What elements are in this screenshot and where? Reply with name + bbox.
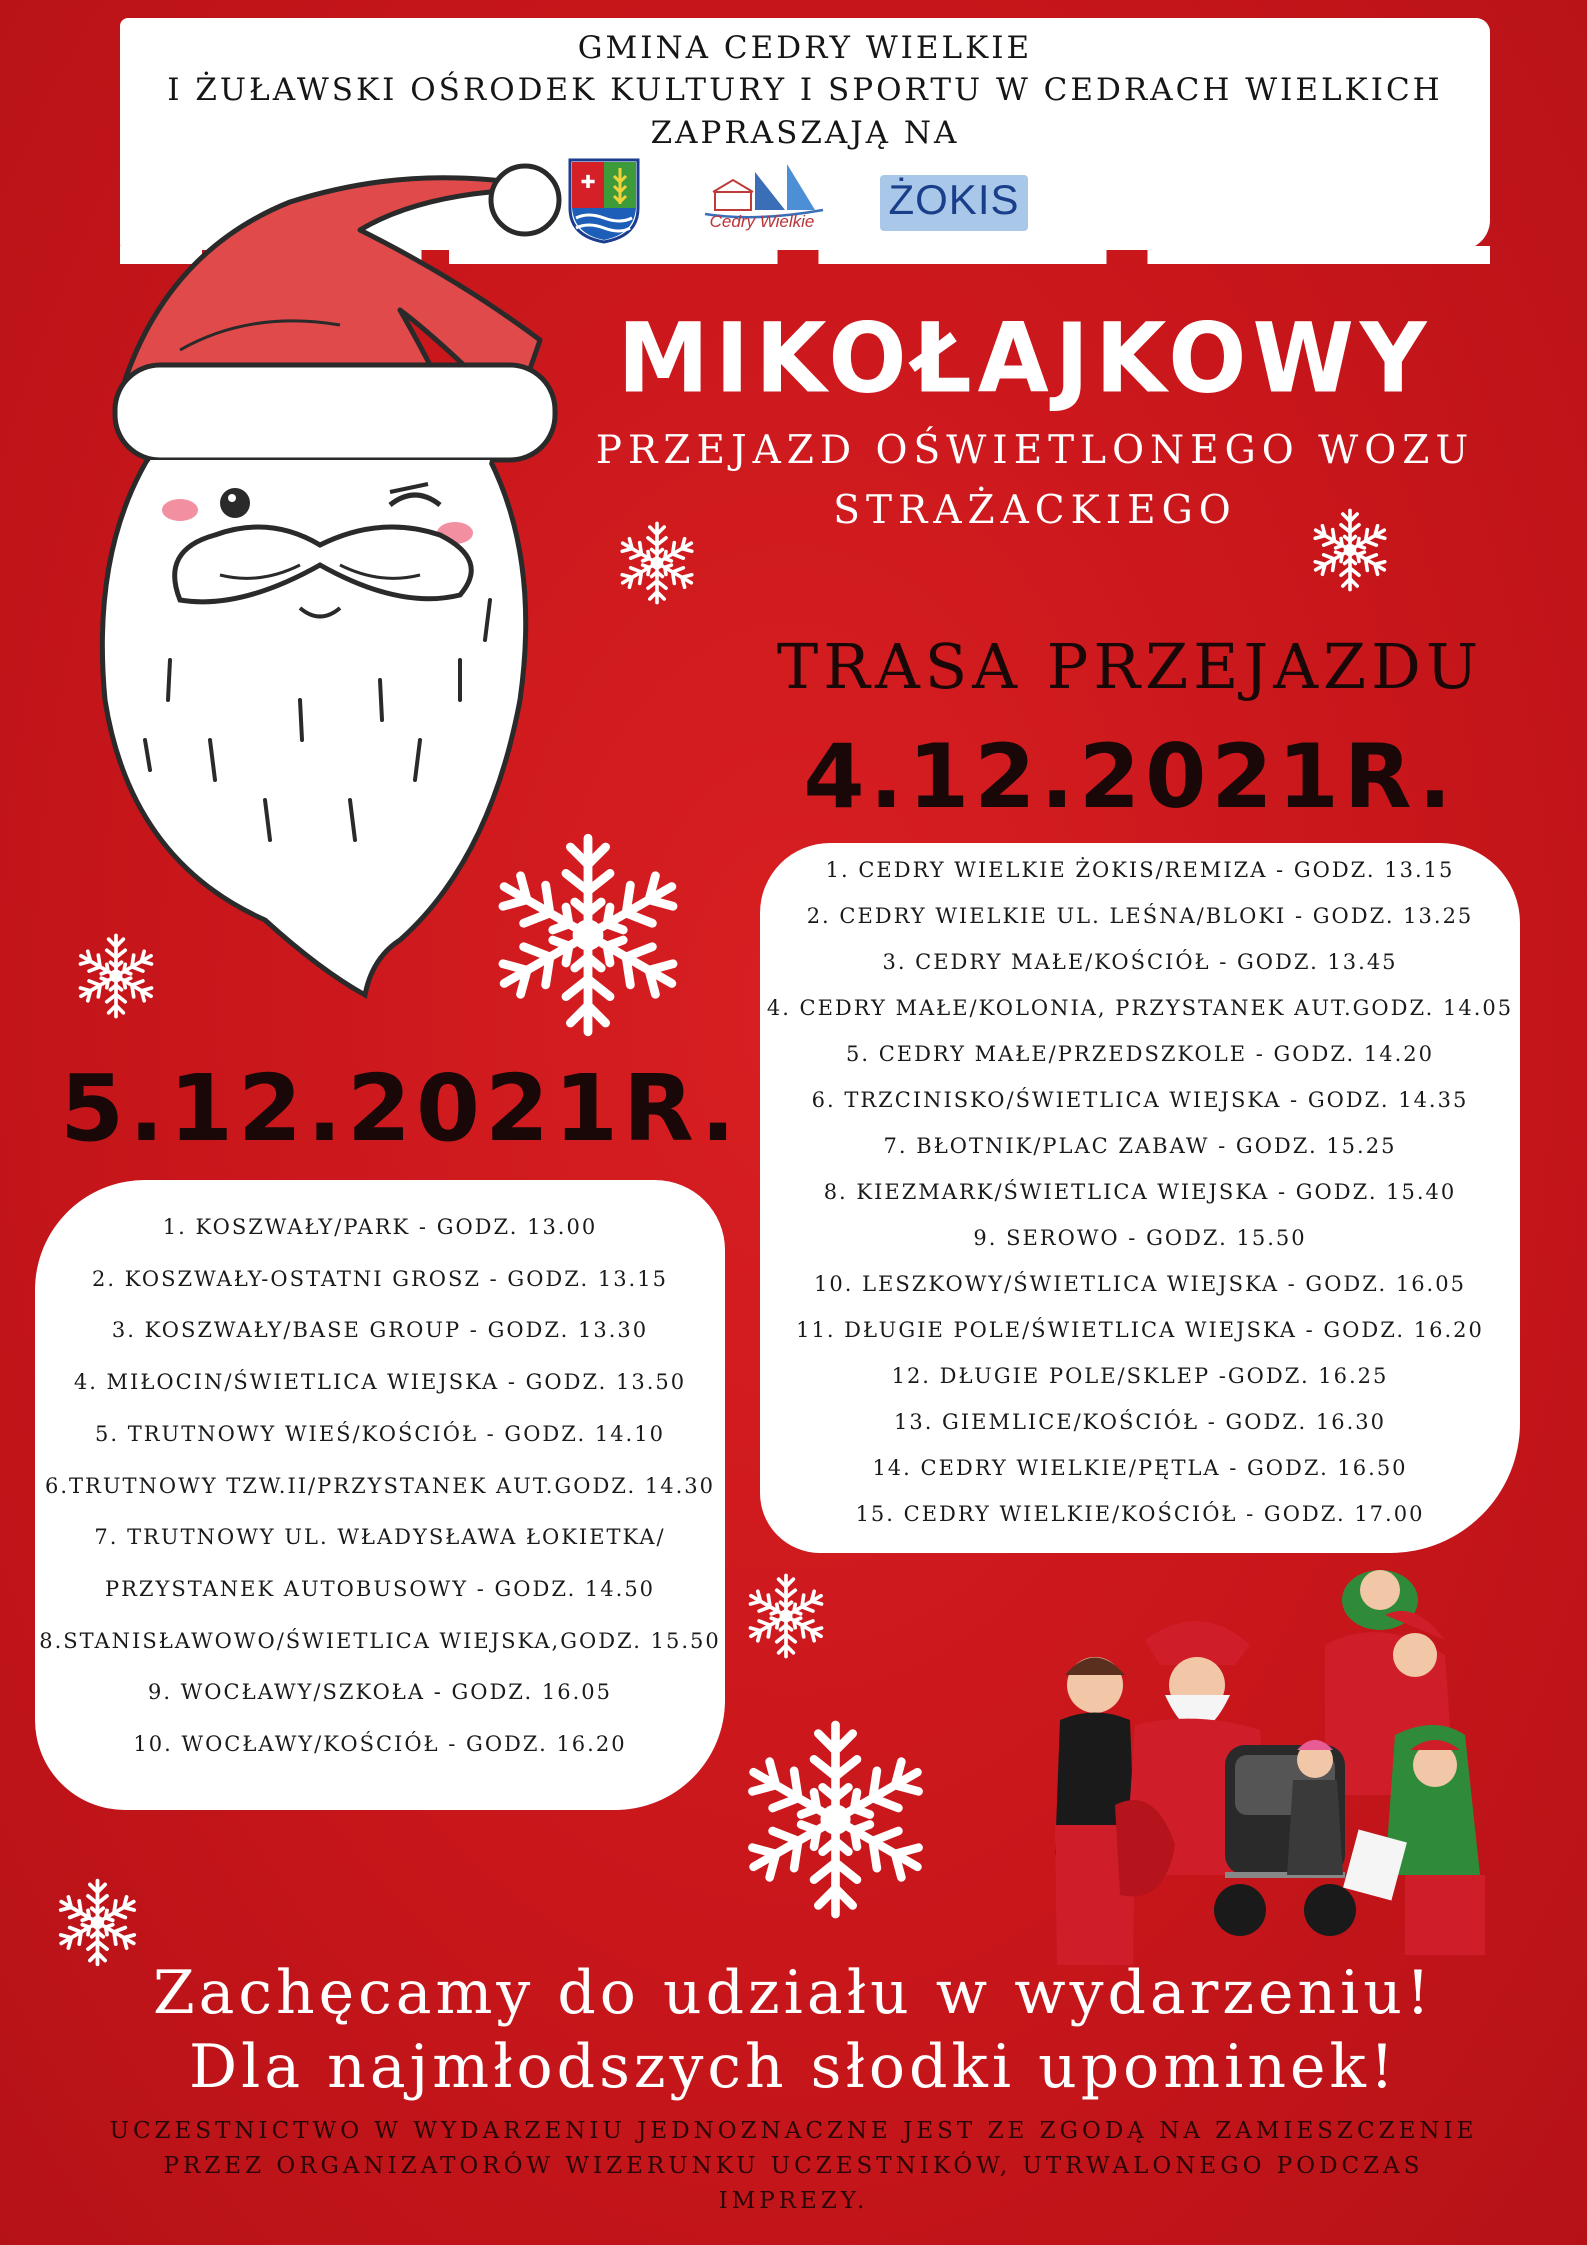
- schedule-stop: 13. GIEMLICE/KOŚCIÓŁ - GODZ. 16.30: [893, 1410, 1386, 1434]
- schedule-stop: 14. CEDRY WIELKIE/PĘTLA - GODZ. 16.50: [872, 1456, 1408, 1480]
- event-subtitle-line-2: STRAŻACKIEGO: [833, 488, 1237, 533]
- schedule-stop: 7. TRUTNOWY UL. WŁADYSŁAWA ŁOKIETKA/: [94, 1525, 666, 1550]
- schedule-stop: 12. DŁUGIE POLE/SKLEP -GODZ. 16.25: [891, 1364, 1389, 1388]
- schedule-stop: 8. KIEZMARK/ŚWIETLICA WIEJSKA - GODZ. 15.40: [823, 1180, 1457, 1204]
- svg-text:✚: ✚: [580, 172, 596, 193]
- date-dec-4: 4.12.2021R.: [803, 725, 1457, 828]
- snowflake-icon: [50, 1875, 145, 1970]
- date-dec-5: 5.12.2021R.: [60, 1055, 741, 1162]
- image-consent-disclaimer-line-2: PRZEZ ORGANIZATORÓW WIZERUNKU UCZESTNIKÓW, UTRWALONEGO PODCZAS: [163, 2153, 1424, 2179]
- schedule-stop: 2. KOSZWAŁY-OSTATNI GROSZ - GODZ. 13.15: [92, 1266, 668, 1291]
- snowflake-icon: [478, 825, 698, 1045]
- snowflake-icon: [612, 518, 702, 608]
- cedry-wielkie-logo-text: Cedry Wielkie: [709, 212, 815, 231]
- schedule-stop: 4. CEDRY MAŁE/KOLONIA, PRZYSTANEK AUT.GODZ. 14.05: [766, 996, 1514, 1020]
- schedule-stop: PRZYSTANEK AUTOBUSOWY - GODZ. 14.50: [104, 1576, 656, 1601]
- schedule-stop: 10. LESZKOWY/ŚWIETLICA WIEJSKA - GODZ. 16.05: [814, 1272, 1466, 1296]
- snowflake-icon: [1305, 505, 1395, 595]
- schedule-stop: 9. SEROWO - GODZ. 15.50: [973, 1226, 1307, 1250]
- schedule-stop: 5. TRUTNOWY WIEŚ/KOŚCIÓŁ - GODZ. 14.10: [95, 1421, 665, 1446]
- zokis-logo-text: ŻOKIS: [888, 176, 1020, 223]
- organizer-line-2: I ŻUŁAWSKI OŚRODEK KULTURY I SPORTU W CEDRACH WIELKICH: [167, 72, 1443, 108]
- schedule-stop: 2. CEDRY WIELKIE UL. LEŚNA/BLOKI - GODZ. 13.25: [806, 904, 1474, 928]
- schedule-stop: 8.STANISŁAWOWO/ŚWIETLICA WIEJSKA,GODZ. 15.50: [39, 1628, 721, 1653]
- schedule-stop: 1. KOSZWAŁY/PARK - GODZ. 13.00: [162, 1215, 598, 1239]
- event-title: MIKOŁAJKOWY: [617, 302, 1433, 415]
- schedule-stop: 4. MIŁOCIN/ŚWIETLICA WIEJSKA - GODZ. 13.50: [73, 1370, 687, 1395]
- event-subtitle-line-1: PRZEJAZD OŚWIETLONEGO WOZU: [595, 428, 1475, 473]
- snowflake-icon: [740, 1570, 832, 1662]
- snowflake-icon: [70, 930, 162, 1022]
- schedule-stop: 7. BŁOTNIK/PLAC ZABAW - GODZ. 15.25: [883, 1134, 1397, 1158]
- image-consent-disclaimer-line-3: IMPREZY.: [718, 2188, 869, 2214]
- organizer-line-3: ZAPRASZAJĄ NA: [650, 115, 960, 151]
- schedule-stop: 3. CEDRY MAŁE/KOŚCIÓŁ - GODZ. 13.45: [882, 950, 1398, 974]
- schedule-stop: 5. CEDRY MAŁE/PRZEDSZKOLE - GODZ. 14.20: [845, 1042, 1435, 1066]
- schedule-stop: 15. CEDRY WIELKIE/KOŚCIÓŁ - GODZ. 17.00: [855, 1502, 1425, 1526]
- schedule-stop: 9. WOCŁAWY/SZKOŁA - GODZ. 16.05: [148, 1680, 612, 1705]
- schedule-stop: 1. CEDRY WIELKIE ŻOKIS/REMIZA - GODZ. 13.15: [825, 858, 1455, 882]
- organizer-line-1: GMINA CEDRY WIELKIE: [577, 30, 1033, 66]
- footer-invitation-line-2: Dla najmłodszych słodki upominek!: [189, 2032, 1398, 2102]
- schedule-stop: 3. KOSZWAŁY/BASE GROUP - GODZ. 13.30: [111, 1318, 649, 1343]
- schedule-stop: 11. DŁUGIE POLE/ŚWIETLICA WIEJSKA - GODZ. 16.20: [796, 1318, 1484, 1342]
- footer-invitation-line-1: Zachęcamy do udziału w wydarzeniu!: [152, 1958, 1435, 2028]
- image-consent-disclaimer-line-1: UCZESTNICTWO W WYDARZENIU JEDNOZNACZNE JEST ZE ZGODĄ NA ZAMIESZCZENIE: [109, 2118, 1478, 2144]
- schedule-stop: 6. TRZCINISKO/ŚWIETLICA WIEJSKA - GODZ. 14.35: [811, 1088, 1469, 1112]
- group-photo-santa-elves: [1025, 1545, 1495, 1965]
- schedule-stop: 10. WOCŁAWY/KOŚCIÓŁ - GODZ. 16.20: [133, 1732, 627, 1756]
- snowflake-icon: [728, 1712, 943, 1927]
- schedule-stop: 6.TRUTNOWY TZW.II/PRZYSTANEK AUT.GODZ. 14.30: [45, 1473, 715, 1498]
- route-heading: TRASA PRZEJAZDU: [776, 630, 1484, 703]
